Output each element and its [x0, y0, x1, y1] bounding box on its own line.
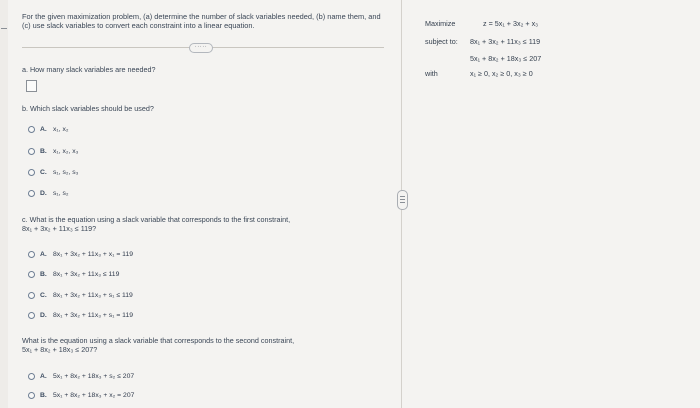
- question-a-label: a. How many slack variables are needed?: [22, 65, 156, 74]
- option-b-b[interactable]: [28, 145, 78, 157]
- collapse-dash-icon[interactable]: [1, 28, 7, 29]
- option-d-b[interactable]: [28, 389, 134, 401]
- objective-function: z = 5x₁ + 3x₂ + x₃: [483, 19, 539, 28]
- option-text: 8x₁ + 3x₂ + 11x₃ + s₁ = 119: [53, 311, 134, 319]
- question-b-label: b. Which slack variables should be used?: [22, 104, 154, 113]
- radio-button[interactable]: [28, 126, 35, 133]
- radio-button[interactable]: [28, 292, 35, 299]
- radio-button[interactable]: [28, 148, 35, 155]
- option-b-c[interactable]: [28, 166, 78, 178]
- left-edge-strip: [0, 0, 8, 408]
- radio-button[interactable]: [28, 271, 35, 278]
- slack-count-answer-input[interactable]: [26, 80, 37, 92]
- question-c-label-line2: 8x₁ + 3x₂ + 11x₃ ≤ 119?: [22, 224, 97, 233]
- option-c-b[interactable]: [28, 268, 119, 280]
- question-c-label-line1: c. What is the equation using a slack variable that corresponds to the first constraint,: [22, 215, 291, 224]
- option-c-c[interactable]: [28, 289, 133, 301]
- radio-button[interactable]: [28, 312, 35, 319]
- option-text: 8x₁ + 3x₂ + 11x₃ + x₁ = 119: [53, 250, 134, 258]
- subject-to-label: subject to:: [425, 37, 458, 46]
- radio-button[interactable]: [28, 251, 35, 258]
- option-text: 5x₁ + 8x₂ + 18x₃ + x₂ = 207: [53, 391, 135, 399]
- grip-line: [400, 199, 405, 200]
- constraint-1: 8x₁ + 3x₂ + 11x₃ ≤ 119: [470, 37, 541, 46]
- grip-line: [400, 196, 405, 197]
- maximize-label: Maximize: [425, 19, 456, 28]
- nonnegativity-constraints: x₁ ≥ 0, x₂ ≥ 0, x₃ ≥ 0: [470, 69, 533, 78]
- option-text: x₁, x₂, x₃: [53, 147, 79, 155]
- constraint-2: 5x₁ + 8x₂ + 18x₃ ≤ 207: [470, 54, 542, 63]
- radio-button[interactable]: [28, 392, 35, 399]
- question-d-label-line1: What is the equation using a slack variable that corresponds to the second constraint,: [22, 336, 295, 345]
- option-letter: A.: [40, 250, 47, 258]
- option-letter: D.: [40, 311, 47, 319]
- expand-more-button[interactable]: ·····: [189, 43, 213, 53]
- option-letter: B.: [40, 270, 47, 278]
- splitter-handle[interactable]: [397, 190, 408, 210]
- question-d-label-line2: 5x₁ + 8x₂ + 18x₃ ≤ 207?: [22, 345, 98, 354]
- option-text: 8x₁ + 3x₂ + 11x₃ ≤ 119: [53, 270, 120, 278]
- radio-button[interactable]: [28, 169, 35, 176]
- option-letter: B.: [40, 391, 47, 399]
- option-letter: D.: [40, 189, 47, 197]
- option-text: s₁, s₂, s₃: [53, 168, 79, 176]
- option-letter: A.: [40, 372, 47, 380]
- option-b-a[interactable]: [28, 123, 69, 135]
- option-c-d[interactable]: [28, 309, 133, 321]
- option-letter: A.: [40, 125, 47, 133]
- option-d-a[interactable]: [28, 370, 134, 382]
- radio-button[interactable]: [28, 190, 35, 197]
- option-text: 5x₁ + 8x₂ + 18x₃ + s₂ ≤ 207: [53, 372, 135, 380]
- option-letter: C.: [40, 291, 47, 299]
- option-letter: B.: [40, 147, 47, 155]
- problem-prompt: For the given maximization problem, (a) determine the number of slack variables needed, (b) name them, and (c) use slack variables to convert each constraint into a linear equation.: [22, 12, 381, 31]
- option-b-d[interactable]: [28, 187, 69, 199]
- with-label: with: [425, 69, 438, 78]
- option-text: 8x₁ + 3x₂ + 11x₃ + s₁ ≤ 119: [53, 291, 133, 299]
- option-c-a[interactable]: [28, 248, 133, 260]
- radio-button[interactable]: [28, 373, 35, 380]
- option-text: s₁, s₂: [53, 189, 69, 197]
- option-letter: C.: [40, 168, 47, 176]
- grip-line: [400, 202, 405, 203]
- option-text: x₁, x₂: [53, 125, 69, 133]
